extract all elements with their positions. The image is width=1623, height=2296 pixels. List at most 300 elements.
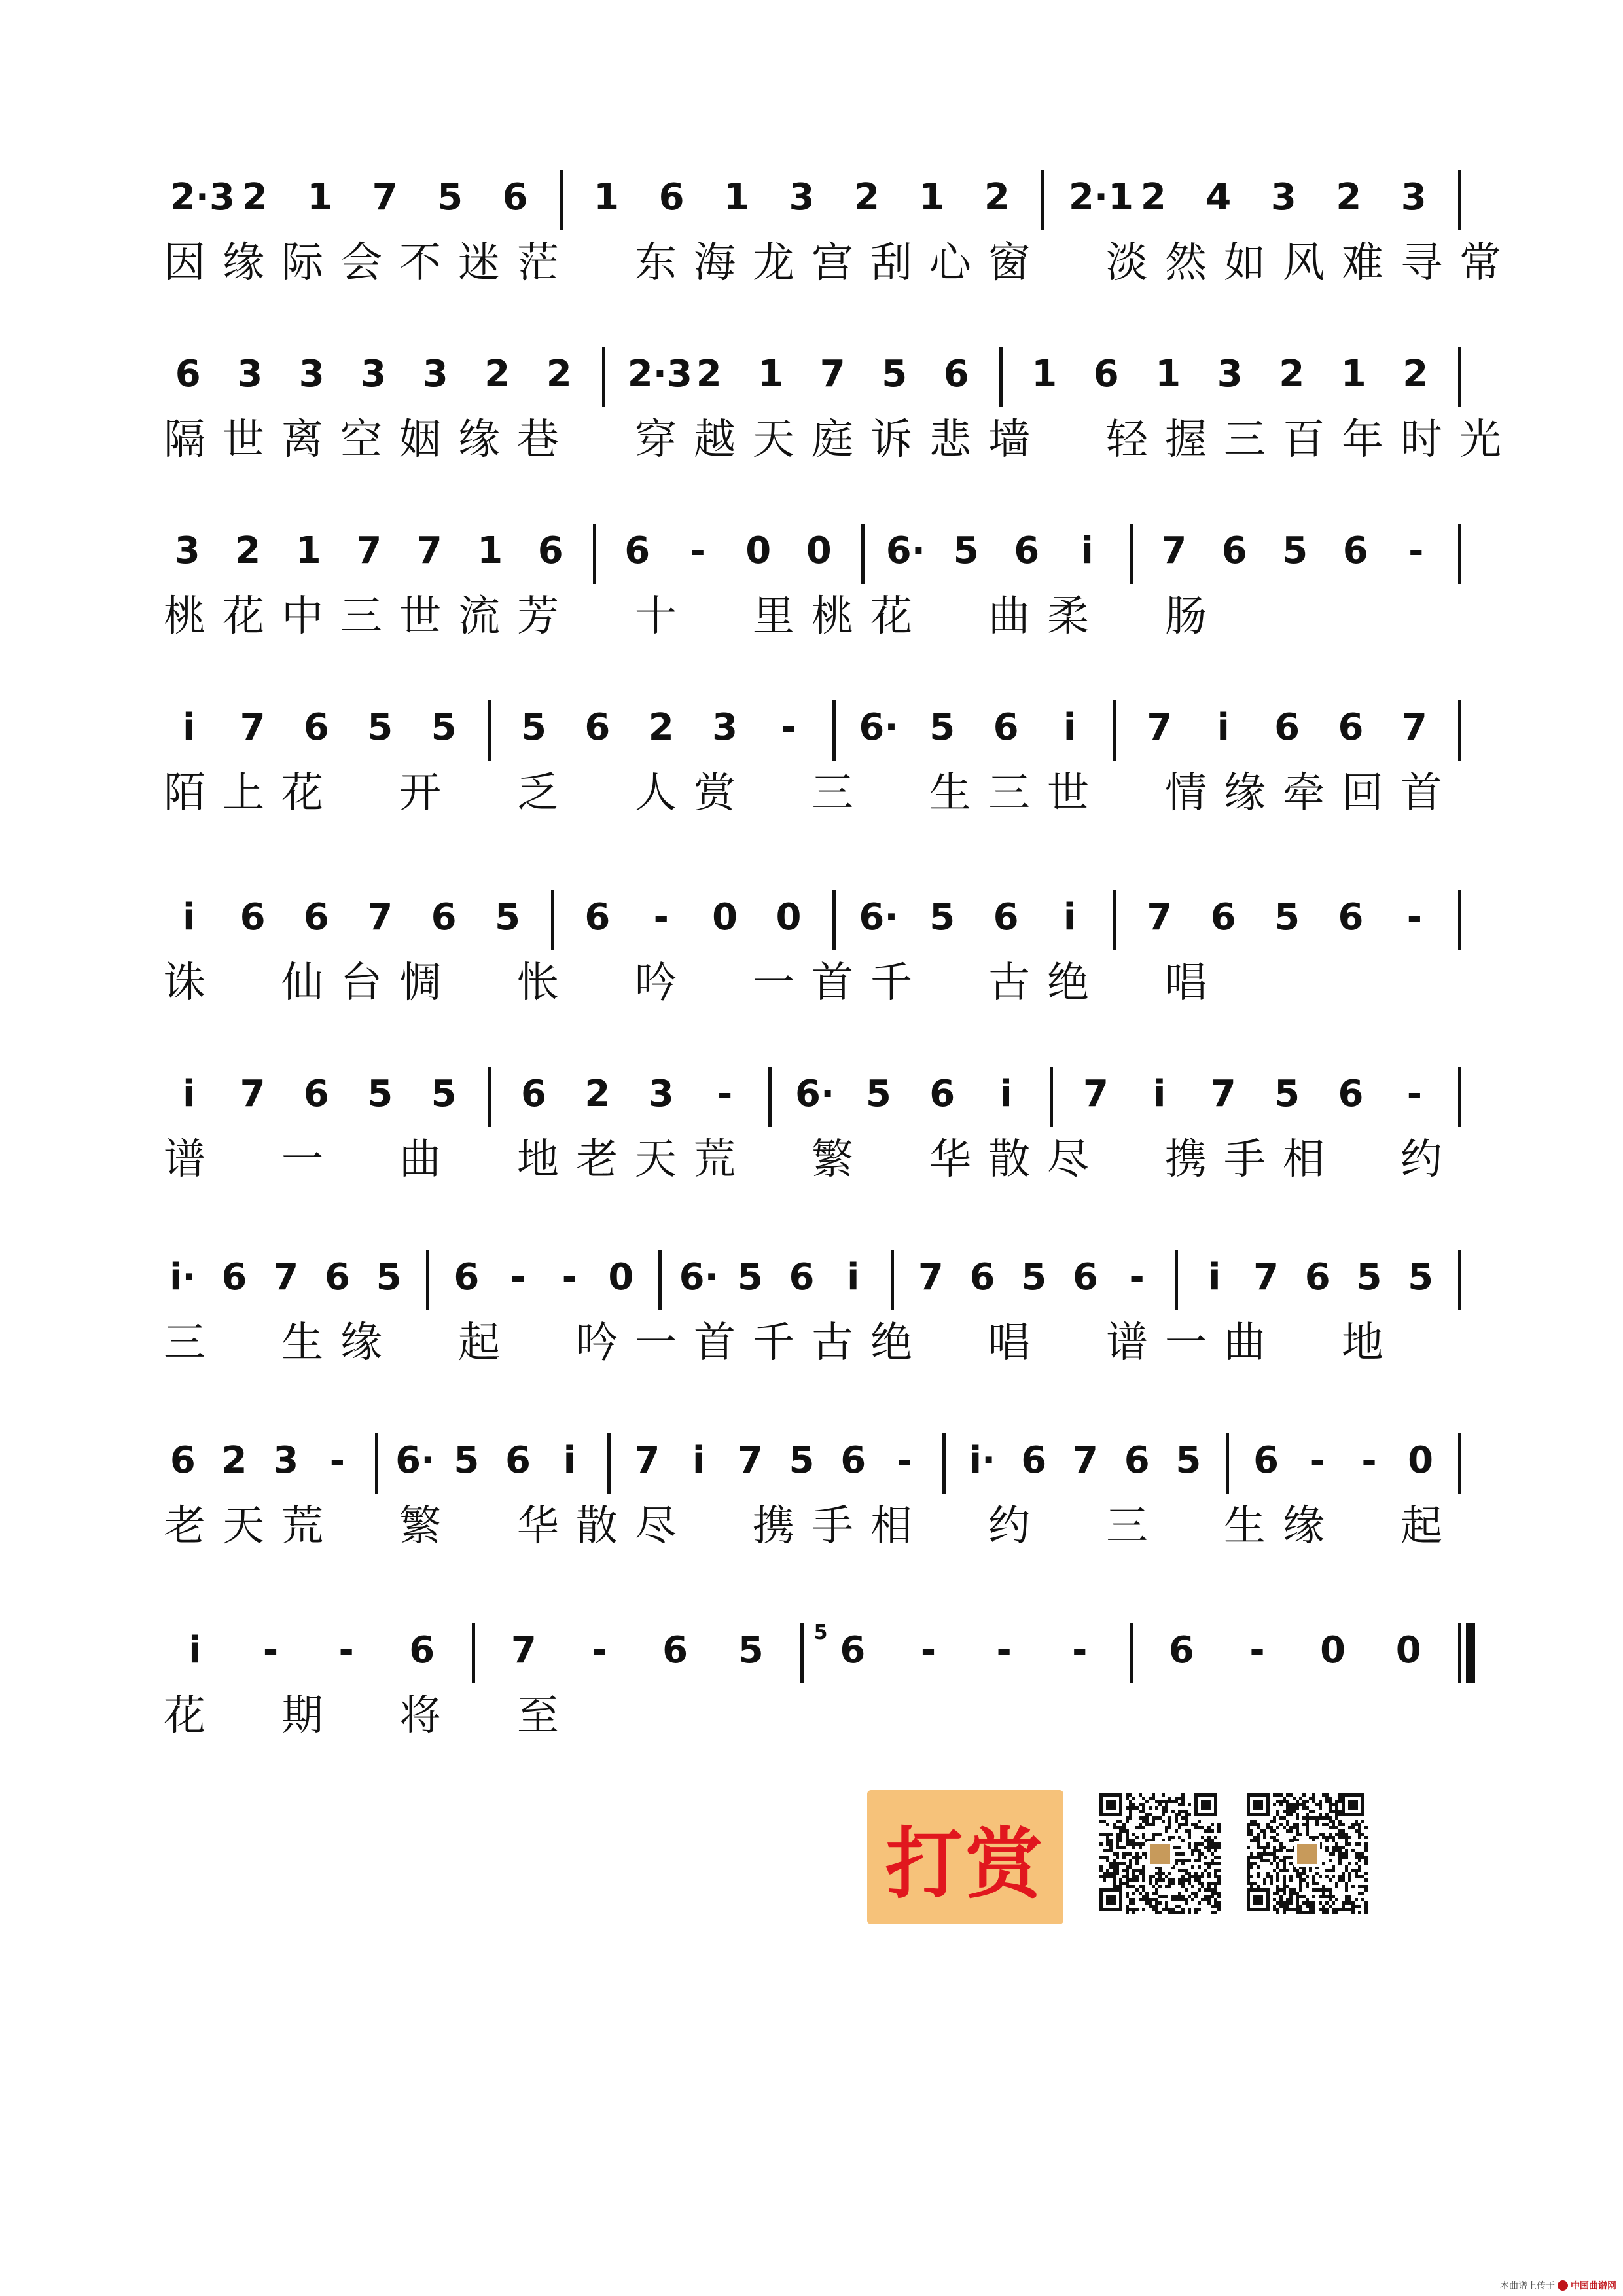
- note: 0: [1408, 1439, 1434, 1482]
- lyric-syllable: 千: [753, 1319, 794, 1367]
- score-system: [157, 681, 1472, 825]
- lyric-syllable: 东: [635, 239, 677, 287]
- lyrics-row: [157, 1132, 1472, 1191]
- note: -: [653, 896, 669, 939]
- note: -: [920, 1629, 936, 1672]
- note: 2: [1402, 353, 1429, 395]
- barline: [1458, 1067, 1461, 1127]
- lyrics-row: [157, 236, 1501, 295]
- lyric-syllable: 曲: [988, 592, 1030, 641]
- notes-row: [157, 504, 1472, 576]
- note: 1: [758, 353, 784, 395]
- note: 6: [175, 353, 201, 395]
- note: i: [1153, 1073, 1166, 1115]
- barline: [999, 347, 1003, 407]
- note: 0: [806, 529, 832, 572]
- site-logo-icon: [1558, 2280, 1568, 2291]
- note: 6: [502, 176, 528, 219]
- site-footer: [1500, 2279, 1616, 2292]
- lyric-syllable: 一: [281, 1136, 323, 1184]
- note: 2: [1279, 353, 1305, 395]
- notes-row: [157, 681, 1472, 753]
- lyric-syllable: 绝: [870, 1319, 912, 1367]
- note: 0: [608, 1256, 634, 1299]
- lyric-syllable: 相: [870, 1502, 912, 1551]
- lyric-syllable: 首: [812, 959, 853, 1007]
- lyric-syllable: 因: [164, 239, 205, 287]
- note: 6·: [679, 1256, 719, 1299]
- note: 0: [1395, 1629, 1421, 1672]
- note: 6: [1274, 706, 1300, 749]
- lyric-syllable: 风: [1283, 239, 1325, 287]
- lyric-syllable: 轻: [1106, 416, 1148, 464]
- lyric-syllable: 墙: [988, 416, 1030, 464]
- note: 6: [169, 1439, 196, 1482]
- barline: [1130, 524, 1133, 584]
- lyric-syllable: 一: [1165, 1319, 1207, 1367]
- note: 5: [431, 1073, 457, 1115]
- lyrics-row: [157, 589, 1472, 648]
- note: 6·: [795, 1073, 835, 1115]
- lyric-syllable: 三: [988, 769, 1030, 817]
- note: i: [183, 1073, 196, 1115]
- lyric-syllable: 回: [1342, 769, 1383, 817]
- note: 6: [1253, 1439, 1279, 1482]
- lyric-syllable: 寻: [1400, 239, 1442, 287]
- alipay-qr-code[interactable]: [1247, 1793, 1368, 1914]
- lyric-syllable: 心: [929, 239, 971, 287]
- lyric-syllable: 隔: [164, 416, 205, 464]
- note: 6·: [859, 896, 899, 939]
- note: 3: [174, 529, 200, 572]
- lyric-syllable: 生: [281, 1319, 323, 1367]
- note: 6: [1304, 1256, 1330, 1299]
- note: 3: [712, 706, 738, 749]
- note: 6: [454, 1256, 480, 1299]
- barline: [1113, 700, 1116, 761]
- note: 7: [240, 706, 266, 749]
- lyric-syllable: 约: [988, 1502, 1030, 1551]
- lyrics-row: [157, 956, 1472, 1014]
- note: 1: [1155, 353, 1181, 395]
- note: -: [1310, 1439, 1325, 1482]
- note: i: [692, 1439, 705, 1482]
- note: -: [1408, 529, 1424, 572]
- barline: [1113, 890, 1116, 950]
- note: i: [999, 1073, 1012, 1115]
- note: 7: [240, 1073, 266, 1115]
- lyric-syllable: 悲: [929, 416, 971, 464]
- lyric-syllable: 开: [399, 769, 441, 817]
- note: 4: [1205, 176, 1232, 219]
- lyric-syllable: 芳: [517, 592, 559, 641]
- lyric-syllable: 三: [340, 592, 382, 641]
- lyrics-row: [157, 1499, 1472, 1558]
- note: 5: [1274, 1073, 1300, 1115]
- note: 7: [1161, 529, 1187, 572]
- note: 7: [372, 176, 398, 219]
- note: -: [1072, 1629, 1088, 1672]
- lyric-syllable: 怅: [517, 959, 559, 1007]
- note: -: [717, 1073, 733, 1115]
- note: 1: [307, 176, 333, 219]
- lyric-syllable: 缘: [458, 416, 500, 464]
- barline: [1175, 1250, 1178, 1310]
- lyric-syllable: 流: [458, 592, 500, 641]
- lyric-syllable: 生: [929, 769, 971, 817]
- note: 6: [1093, 353, 1119, 395]
- reward-label: 打赏: [885, 1818, 1045, 1909]
- lyric-syllable: 生: [1224, 1502, 1266, 1551]
- note: 6: [993, 896, 1019, 939]
- lyrics-row: [157, 1689, 1472, 1748]
- lyric-syllable: 柔: [1047, 592, 1089, 641]
- note: 1: [1031, 353, 1058, 395]
- note: 6: [1338, 896, 1364, 939]
- barline: [942, 1433, 946, 1494]
- note: i: [1063, 896, 1077, 939]
- note: 5: [953, 529, 979, 572]
- lyric-syllable: 常: [1459, 239, 1501, 287]
- note: i·: [169, 1256, 196, 1299]
- note: 6: [303, 706, 329, 749]
- lyric-syllable: 世: [399, 592, 441, 641]
- lyric-syllable: 穿: [635, 416, 677, 464]
- note: 5: [1408, 1256, 1434, 1299]
- lyric-syllable: 牵: [1283, 769, 1325, 817]
- lyric-syllable: 刮: [870, 239, 912, 287]
- note: 3: [1217, 353, 1243, 395]
- lyric-syllable: 携: [1165, 1136, 1207, 1184]
- note: 6: [658, 176, 685, 219]
- lyric-syllable: 首: [694, 1319, 736, 1367]
- lyric-syllable: 尽: [635, 1502, 677, 1551]
- lyric-syllable: 相: [1283, 1136, 1325, 1184]
- note: i: [1063, 706, 1077, 749]
- lyric-syllable: 窗: [988, 239, 1030, 287]
- lyric-syllable: 难: [1342, 239, 1383, 287]
- score-system: [157, 1414, 1472, 1558]
- barline: [560, 170, 563, 230]
- lyric-syllable: 花: [164, 1692, 205, 1740]
- lyric-syllable: 老: [576, 1136, 618, 1184]
- note: 6: [584, 706, 611, 749]
- lyric-syllable: 花: [223, 592, 264, 641]
- lyric-syllable: 三: [1224, 416, 1266, 464]
- lyric-syllable: 诉: [870, 416, 912, 464]
- barline: [1458, 1250, 1461, 1310]
- lyric-syllable: 唱: [988, 1319, 1030, 1367]
- barline: [593, 524, 596, 584]
- lyric-syllable: 百: [1283, 416, 1325, 464]
- note: 5: [1021, 1256, 1047, 1299]
- barline: [891, 1250, 894, 1310]
- lyric-syllable: 华: [929, 1136, 971, 1184]
- note: 6: [221, 1256, 247, 1299]
- footer-text: 本曲谱上传于: [1500, 2281, 1555, 2291]
- lyric-syllable: 谱: [1106, 1319, 1148, 1367]
- barline: [426, 1250, 429, 1310]
- note: 6: [505, 1439, 531, 1482]
- lyric-syllable: 缘: [1283, 1502, 1325, 1551]
- lyric-syllable: 桃: [812, 592, 853, 641]
- note: 6: [943, 353, 969, 395]
- note: 2·3: [627, 353, 692, 395]
- note: 7: [416, 529, 442, 572]
- note: 5: [431, 706, 457, 749]
- note: 6: [1338, 1073, 1364, 1115]
- note: 6: [929, 1073, 955, 1115]
- note: 5: [367, 1073, 393, 1115]
- wechat-qr-code[interactable]: [1099, 1793, 1221, 1914]
- note: 7: [1082, 1073, 1109, 1115]
- note: 2: [221, 1439, 247, 1482]
- lyric-syllable: 赏: [694, 769, 736, 817]
- lyric-syllable: 花: [870, 592, 912, 641]
- note: 5: [789, 1439, 815, 1482]
- note: 6: [789, 1256, 815, 1299]
- lyric-syllable: 然: [1165, 239, 1207, 287]
- note: 2: [546, 353, 572, 395]
- note: 2: [484, 353, 510, 395]
- lyric-syllable: 散: [576, 1502, 618, 1551]
- lyric-syllable: 陌: [164, 769, 205, 817]
- note: 2: [235, 529, 261, 572]
- note: 3: [648, 1073, 674, 1115]
- score-system: [157, 327, 1501, 471]
- lyric-syllable: 台: [340, 959, 382, 1007]
- score-system: [157, 151, 1501, 295]
- note: 5: [437, 176, 463, 219]
- note: 6: [303, 1073, 329, 1115]
- note: 6: [303, 896, 329, 939]
- note: 5: [521, 706, 546, 749]
- barline: [488, 700, 491, 761]
- note: 6: [1124, 1439, 1150, 1482]
- note: -: [690, 529, 705, 572]
- lyric-syllable: 人: [635, 769, 677, 817]
- reward-button[interactable]: [867, 1790, 1063, 1924]
- lyric-syllable: 天: [223, 1502, 264, 1551]
- barline: [1050, 1067, 1053, 1127]
- note: i: [563, 1439, 576, 1482]
- lyric-syllable: 绝: [1047, 959, 1089, 1007]
- note: -: [1129, 1256, 1145, 1299]
- note: 0: [745, 529, 772, 572]
- note: 2: [584, 1073, 611, 1115]
- note: 6: [969, 1256, 995, 1299]
- note: 6: [993, 706, 1019, 749]
- note: 5: [929, 706, 955, 749]
- lyric-syllable: 地: [517, 1136, 559, 1184]
- lyric-syllable: 如: [1224, 239, 1266, 287]
- barline: [488, 1067, 491, 1127]
- lyric-syllable: 起: [1400, 1502, 1442, 1551]
- barline: [861, 524, 865, 584]
- notes-row: [157, 870, 1472, 942]
- lyric-syllable: 吟: [635, 959, 677, 1007]
- note: -: [592, 1629, 607, 1672]
- note: i: [183, 706, 196, 749]
- barline: [658, 1250, 662, 1310]
- barline: [1226, 1433, 1229, 1494]
- lyric-syllable: 约: [1400, 1136, 1442, 1184]
- lyric-syllable: 宫: [812, 239, 853, 287]
- barline: [832, 700, 836, 761]
- note: 6·: [885, 529, 925, 572]
- note: 7: [1147, 896, 1173, 939]
- lyric-syllable: 里: [753, 592, 794, 641]
- lyric-syllable: 十: [635, 592, 677, 641]
- note: 6: [1021, 1439, 1047, 1482]
- note: 2: [1140, 176, 1166, 219]
- lyric-syllable: 上: [223, 769, 264, 817]
- note: i·: [969, 1439, 996, 1482]
- lyric-syllable: 尽: [1047, 1136, 1089, 1184]
- note: 6: [537, 529, 563, 572]
- note: 5: [738, 1629, 764, 1672]
- lyric-syllable: 天: [753, 416, 794, 464]
- note: -: [338, 1629, 354, 1672]
- note: 0: [1320, 1629, 1346, 1672]
- note: 5: [737, 1256, 763, 1299]
- note: 3: [789, 176, 815, 219]
- lyric-syllable: 天: [635, 1136, 677, 1184]
- notes-row: [157, 1047, 1472, 1119]
- barline: [1458, 170, 1461, 230]
- note: i: [847, 1256, 860, 1299]
- lyric-syllable: 手: [812, 1502, 853, 1551]
- barline: [602, 347, 605, 407]
- lyric-syllable: 千: [870, 959, 912, 1007]
- note: i: [188, 1629, 202, 1672]
- lyric-syllable: 缘: [340, 1319, 382, 1367]
- note: 7: [356, 529, 382, 572]
- lyrics-row: [157, 412, 1501, 471]
- note: 6: [1014, 529, 1040, 572]
- note: -: [329, 1439, 346, 1482]
- lyric-syllable: 繁: [812, 1136, 853, 1184]
- note: 6: [240, 896, 266, 939]
- lyric-syllable: 际: [281, 239, 323, 287]
- note: i: [1217, 706, 1230, 749]
- note: -: [781, 706, 796, 749]
- note: 1: [295, 529, 321, 572]
- note: 5: [1356, 1256, 1382, 1299]
- note: 2: [984, 176, 1010, 219]
- note: 7: [1401, 706, 1427, 749]
- note: 7: [1253, 1256, 1279, 1299]
- lyric-syllable: 期: [281, 1692, 323, 1740]
- note: i: [183, 896, 196, 939]
- lyrics-row: [157, 1316, 1472, 1374]
- lyric-syllable: 缘: [1224, 769, 1266, 817]
- lyric-syllable: 情: [1165, 769, 1207, 817]
- lyric-syllable: 地: [1342, 1319, 1383, 1367]
- lyric-syllable: 世: [1047, 769, 1089, 817]
- lyric-syllable: 时: [1400, 416, 1442, 464]
- barline: [1458, 524, 1461, 584]
- notes-row: [157, 327, 1472, 399]
- barline: [1458, 1433, 1461, 1494]
- note: 2: [853, 176, 880, 219]
- lyric-syllable: 巷: [517, 416, 559, 464]
- lyric-syllable: 古: [812, 1319, 853, 1367]
- note: 2·3: [169, 176, 235, 219]
- note: 6·: [859, 706, 899, 749]
- note: 7: [1147, 706, 1173, 749]
- note: -: [1406, 896, 1422, 939]
- score-system: [157, 1047, 1472, 1191]
- note: 7: [634, 1439, 660, 1482]
- note: 3: [298, 353, 325, 395]
- note: -: [996, 1629, 1012, 1672]
- barline: [607, 1433, 611, 1494]
- note: -: [1249, 1629, 1265, 1672]
- lyric-syllable: 海: [694, 239, 736, 287]
- lyric-syllable: 古: [988, 959, 1030, 1007]
- lyric-syllable: 光: [1459, 416, 1501, 464]
- note: 6: [840, 1439, 866, 1482]
- note: 6: [324, 1256, 350, 1299]
- note: -: [1361, 1439, 1377, 1482]
- note: 6: [1072, 1256, 1098, 1299]
- note: -: [897, 1439, 913, 1482]
- lyric-syllable: 姻: [399, 416, 441, 464]
- note: -: [262, 1629, 279, 1672]
- note: -: [562, 1256, 577, 1299]
- notes-row: [157, 1604, 1472, 1676]
- lyric-syllable: 茫: [517, 239, 559, 287]
- note: 3: [422, 353, 448, 395]
- note: 6: [1221, 529, 1247, 572]
- barline: [800, 1623, 804, 1683]
- lyric-syllable: 中: [281, 592, 323, 641]
- lyric-syllable: 起: [458, 1319, 500, 1367]
- note: 5: [1282, 529, 1308, 572]
- note: 6: [624, 529, 651, 572]
- lyric-syllable: 曲: [399, 1136, 441, 1184]
- note: 5: [865, 1073, 891, 1115]
- note: 6: [1338, 706, 1364, 749]
- barline: [1130, 1623, 1133, 1683]
- note: 0: [776, 896, 802, 939]
- barline: [375, 1433, 378, 1494]
- note: 3: [361, 353, 387, 395]
- note: 1: [919, 176, 945, 219]
- note: 7: [367, 896, 393, 939]
- lyric-syllable: 惆: [399, 959, 441, 1007]
- lyric-syllable: 乏: [517, 769, 559, 817]
- lyrics-row: [157, 766, 1472, 825]
- note: 7: [510, 1629, 537, 1672]
- note: 5: [1274, 896, 1300, 939]
- note: i: [1080, 529, 1094, 572]
- lyric-syllable: 越: [694, 416, 736, 464]
- footer-brand: 中国曲谱网: [1571, 2281, 1616, 2291]
- note: 1: [724, 176, 749, 219]
- note: 1: [594, 176, 620, 219]
- note: 5: [495, 896, 520, 939]
- lyric-syllable: 繁: [399, 1502, 441, 1551]
- note: 3: [237, 353, 263, 395]
- barline: [1458, 700, 1461, 761]
- note: 6: [1168, 1629, 1194, 1672]
- note: 1: [1340, 353, 1366, 395]
- lyric-syllable: 迷: [458, 239, 500, 287]
- lyric-syllable: 荒: [694, 1136, 736, 1184]
- grace-note: 5: [813, 1621, 828, 1644]
